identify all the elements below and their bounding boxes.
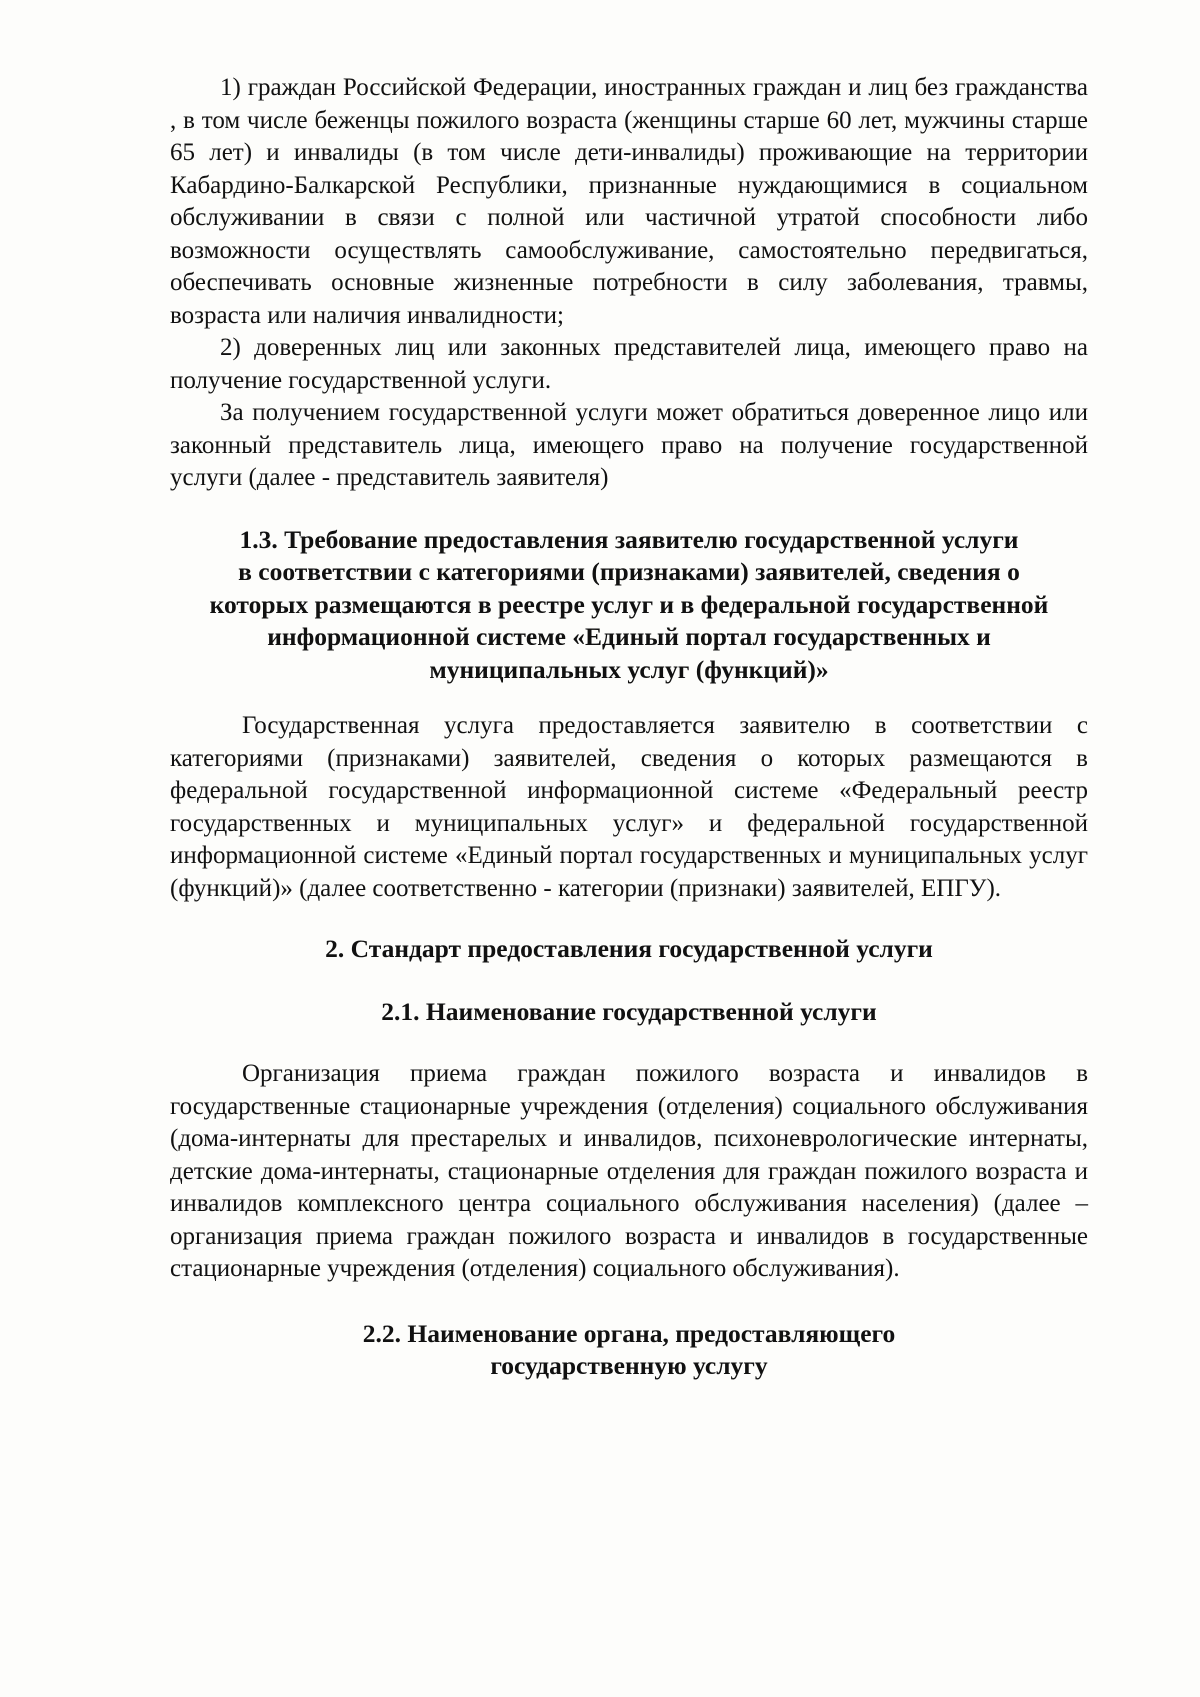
heading-section-2-1: 2.1. Наименование государственной услуги bbox=[381, 996, 877, 1026]
paragraph-representative-note: За получением государственной услуги может обратиться доверенное лицо или законный представитель лица, имеющего право на получение государственной услуги (далее - представитель заявителя) bbox=[170, 399, 1088, 491]
heading-section-1-3-line: которых размещаются в реестре услуг и в федеральной государственной bbox=[209, 589, 1049, 619]
heading-section-2-2 bbox=[170, 1318, 1088, 1383]
heading-section-2: 2. Стандарт предоставления государственной услуги bbox=[325, 934, 933, 963]
paragraph-categories: Государственная услуга предоставляется заявителю в соответствии с категориями (признаками) заявителей, сведения о которых размещаются в федеральной государственной информационной системе «Федеральный реестр государственных и муниципальных услуг» и федеральной государственной информационной системе «Единый портал государственных и муниципальных услуг (функций)» (далее соответственно - категории (признаки) заявителей, ЕПГУ). bbox=[170, 712, 1088, 902]
paragraph-service-name: Организация приема граждан пожилого возраста и инвалидов в государственные стационарные учреждения (отделения) социального обслуживания (дома-интернаты для престарелых и инвалидов, психоневрологические интернаты, детские дома-интернаты, стационарные отделения для граждан пожилого возраста и инвалидов комплексного центра социального обслуживания населения) (далее – организация приема граждан пожилого возраста и инвалидов в государственные стационарные учреждения (отделения) социального обслуживания). bbox=[170, 1060, 1088, 1282]
heading-section-1-3-line: информационной системе «Единый портал государственных и bbox=[267, 622, 991, 651]
heading-section-2-2-line: государственную услугу bbox=[490, 1351, 768, 1380]
heading-section-1-3-line: 1.3. Требование предоставления заявителю государственной услуги bbox=[239, 524, 1019, 554]
heading-section-1-3-line: муниципальных услуг (функций)» bbox=[429, 654, 829, 684]
paragraph-applicants-citizens: 1) граждан Российской Федерации, иностранных граждан и лиц без гражданства , в том числе беженцы пожилого возраста (женщины старше 60 лет, мужчины старше 65 лет) и инвалиды (в том числе дети-инвалиды) проживающие на территории Кабардино-Балкарской Республики, признанные нуждающимися в социальном обслуживании в связи с полной или частичной утратой способности либо возможности осуществлять самообслуживание, самостоятельно передвигаться, обеспечивать основные жизненные потребности в силу заболевания, травмы, возраста или наличия инвалидности; bbox=[170, 74, 1088, 329]
heading-section-1-3-line: в соответствии с категориями (признаками) заявителей, сведения о bbox=[238, 557, 1020, 586]
heading-section-2-2-line: 2.2. Наименование органа, предоставляющего bbox=[362, 1318, 896, 1348]
paragraph-applicants-representatives: 2) доверенных лиц или законных представителей лица, имеющего право на получение государственной услуги. bbox=[170, 334, 1088, 394]
heading-section-1-3 bbox=[170, 524, 1088, 687]
